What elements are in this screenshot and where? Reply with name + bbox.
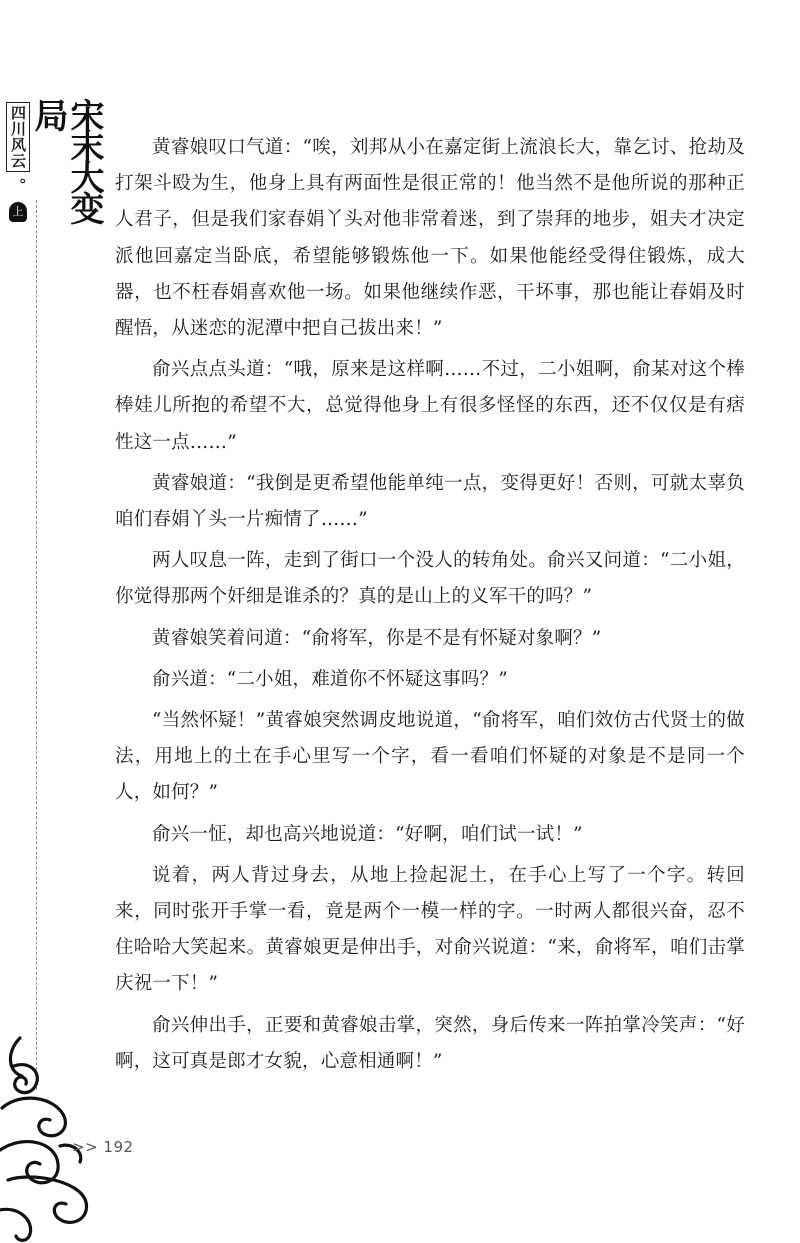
page-number: >> 192 xyxy=(72,1138,134,1156)
spine-dashed-rule xyxy=(36,200,37,1090)
spine-header xyxy=(0,40,104,240)
paragraph: 两人叹息一阵，走到了街口一个没人的转角处。俞兴又问道：“二小姐，你觉得那两个奸细是谁杀的？真的是山上的义军干的吗？” xyxy=(115,550,745,608)
cloud-ornament-icon xyxy=(0,1030,92,1243)
paragraph: “当然怀疑！”黄睿娘突然调皮地说道，“俞将军，咱们效仿古代贤士的做法，用地上的土在手心里写一个字，看一看咱们怀疑的对象是不是同一个人，如何？” xyxy=(115,710,745,804)
series-suffix: 。 xyxy=(9,178,27,193)
paragraph: 说着，两人背过身去，从地上捡起泥土，在手心上写了一个字。转回来，同时张开手掌一看，竟是两个一模一样的字。一时两人都很兴奋，忍不住哈哈大笑起来。黄睿娘更是伸出手，对俞兴说道：“来，俞将军，咱们击掌庆祝一下！” xyxy=(115,864,745,995)
series-name: 四川风云 xyxy=(6,102,30,172)
body-text xyxy=(115,130,745,1085)
paragraph: 黄睿娘叹口气道：“唉，刘邦从小在嘉定街上流浪长大，靠乞讨、抢劫及打架斗殴为生，他身上具有两面性是很正常的！他当然不是他所说的那种正人君子，但是我们家春娟丫头对他非常着迷，到了崇拜的地步，姐夫才决定派他回嘉定当卧底，希望能够锻炼他一下。如果他能经受得住锻炼，成大器，也不枉春娟喜欢他一场。如果他继续作恶，干坏事，那也能让春娟及时醒悟，从迷恋的泥潭中把自己拔出来！” xyxy=(115,137,745,340)
paragraph: 俞兴一怔，却也高兴地说道：“好啊，咱们试一试！” xyxy=(152,823,583,845)
paragraph: 黄睿娘道：“我倒是更希望他能单纯一点，变得更好！否则，可就太辜负咱们春娟丫头一片痴情了……” xyxy=(115,472,745,531)
volume-badge: 上 xyxy=(9,202,27,222)
book-title: 宋末大变局 xyxy=(28,98,104,222)
paragraph: 俞兴点点头道：“哦，原来是这样啊……不过，二小姐啊，俞某对这个棒棒娃儿所抱的希望不大，总觉得他身上有很多怪怪的东西，还不仅仅是有痞性这一点……” xyxy=(115,359,745,453)
paragraph: 俞兴道：“二小姐，难道你不怀疑这事吗？” xyxy=(152,668,508,690)
paragraph: 黄睿娘笑着问道：“俞将军，你是不是有怀疑对象啊？” xyxy=(152,627,602,649)
paragraph: 俞兴伸出手，正要和黄睿娘击掌，突然，身后传来一阵拍掌冷笑声：“好啊，这可真是郎才女貌，心意相通啊！” xyxy=(115,1014,745,1072)
